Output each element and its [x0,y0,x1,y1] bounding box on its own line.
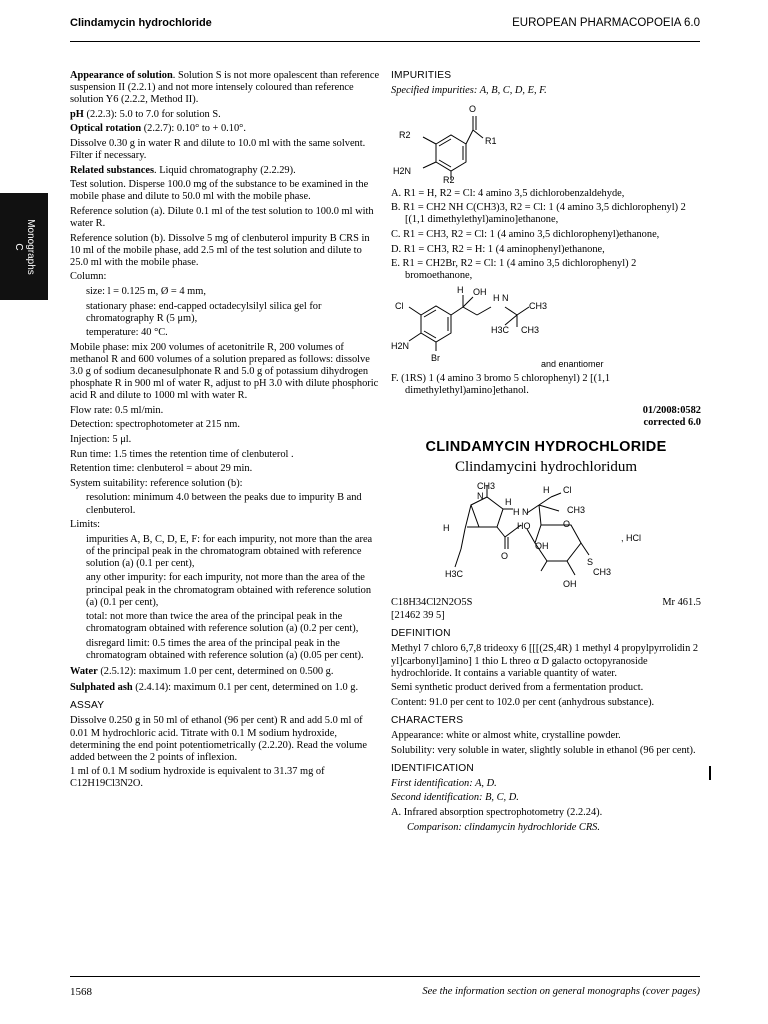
impurity-c: C. R1 = CH3, R2 = Cl: 1 (4 amino 3,5 dichlorophenyl)ethanone, [391,228,660,240]
ash-paragraph [70,682,382,694]
flow-rate: Flow rate: 0.5 ml/min. [70,404,164,416]
related-paragraph [70,165,382,177]
amide-nh-label: H N [513,507,529,518]
optical-paragraph [70,123,382,135]
appearance-spec: Appearance: white or almost white, crystalline powder. [391,729,621,741]
molecular-weight: Mr 461.5 [662,597,701,609]
pyrrolidine-h-label: H [505,497,512,508]
chloro-h-label: H [543,485,550,496]
hcl-label: , HCl [621,533,641,544]
resolution: resolution: minimum 4.0 between the peaks due to impurity B and clenbuterol. [86,492,362,516]
system-suitability: System suitability: reference solution (b): [70,477,243,489]
identification-heading: IDENTIFICATION [391,762,474,774]
ash-text: (2.4.14): maximum 0.1 per cent, determined on 1.0 g. [135,682,359,694]
optical-label: Optical rotation [70,123,142,135]
limit-impurities: impurities A, B, C, D, E, F: for each impurity, not more than the area of the principal peak in the chromatogram obtained with reference solution (a) (0.1 per cent), [86,533,373,569]
side-tab-label: Monographs [25,219,36,275]
reference-solution-b: Reference solution (b). Dissolve 5 mg of clenbuterol impurity B CRS in 10 ml of the mobile phase, add 2.5 ml of the test solution and dilute to 25.0 ml with the mobile phase. [70,232,370,268]
definition-text: Methyl 7 chloro 6,7,8 trideoxy 6 [[[(2S,4R) 1 methyl 4 propylpyrrolidin 2 yl]carbonyl]amino] 1 thio L threo α D galacto octopyranoside hydrochloride. It contains a variable quantity of water. [391,643,699,679]
characters-heading: CHARACTERS [391,714,464,726]
test-solution: Test solution. Disperse 100.0 mg of the substance to be examined in the mobile phase and dilute to 50.0 ml with the mobile phase. [70,179,369,203]
n-methyl-label: CH3 [477,481,496,492]
related-label: Related substances [70,164,154,176]
stationary-phase: stationary phase: end-capped octadecylsilyl silica gel for chromatography R (5 μm), [86,300,322,324]
formula-row [391,597,701,610]
thio-s-label: S [587,557,594,568]
molecular-formula: C18H34Cl2N2O5S [391,597,473,609]
footer-note: See the information section on general monographs (cover pages) [422,986,700,997]
water-label: Water [70,666,98,678]
monograph-title: CLINDAMYCIN HYDROCHLORIDE [425,439,667,456]
impurity-b: B. R1 = CH2 NH C(CH3)3, R2 = Cl: 1 (4 amino 3,5 dichlorophenyl) 2 [(1,1 dimethylethyl)amino]ethanone, [391,202,686,226]
methyl-c-label: CH3 [521,324,540,335]
r2-bottom-label: R2 [443,174,455,184]
water-text: (2.5.12): maximum 1.0 per cent, determined on 0.500 g. [100,666,334,678]
appearance-text: . Solution S is not more opalescent than reference suspension II (2.2.1) and not more intensely coloured than reference solution Y6 (2.2.2, Method II). [70,70,380,106]
appearance-label: Appearance of solution [70,70,173,81]
impurity-a: A. R1 = H, R2 = Cl: 4 amino 3,5 dichlorobenzaldehyde, [391,187,625,199]
pyrrolidine-n-label: N [477,491,484,502]
carbonyl-oxygen-label: O [501,551,509,562]
ketone-oxygen-label: O [469,103,477,114]
content-spec: Content: 91.0 per cent to 102.0 per cent (anhydrous substance). [391,696,655,708]
assay-equivalence: 1 ml of 0.1 M sodium hydroxide is equivalent to 31.37 mg of C12H19Cl3N2O. [70,766,325,790]
first-identification: First identification: A, D. [391,777,497,789]
dissolve-paragraph: Dissolve 0.30 g in water R and dilute to 10.0 ml with the same solvent. Filter if necessary. [70,137,366,162]
chloro-label: Cl [395,300,404,311]
page-header-right: EUROPEAN PHARMACOPOEIA 6.0 [512,17,700,29]
r2-top-label: R2 [399,129,411,140]
chiral-h-label: H [457,284,464,295]
hydroxy-1-label: OH [535,541,549,552]
ph-text: (2.2.3): 5.0 to 7.0 for solution S. [86,108,221,120]
impurity-f: F. (1RS) 1 (4 amino 3 bromo 5 chlorophenyl) 2 [(1,1 dimethylethyl)amino]ethanol. [391,372,611,396]
side-methyl-label: CH3 [567,505,586,516]
related-text: . Liquid chromatography (2.2.29). [154,164,296,176]
hydroxy-2-label: OH [563,579,577,590]
page-header-left: Clindamycin hydrochloride [70,17,212,29]
limit-other-impurity: any other impurity: for each impurity, not more than the area of the principal peak in the chromatogram obtained with reference solution (a) (0.1 per cent), [86,572,372,608]
specified-impurities: Specified impurities: A, B, C, D, E, F. [391,85,547,97]
ph-label: pH [70,108,84,120]
impurity-f-structure [391,285,691,373]
footer-rule [70,976,700,977]
header-rule [70,41,700,42]
definition-heading: DEFINITION [391,628,451,640]
monograph-latin-title: Clindamycini hydrochloridum [454,459,638,476]
limits-label: Limits: [70,519,101,531]
chloro-label-2: Cl [563,485,572,496]
appearance-paragraph [70,70,382,106]
run-time: Run time: 1.5 times the retention time of clenbuterol . [70,448,294,460]
monograph-corrected: corrected 6.0 [643,417,701,429]
enantiomer-label: and enantiomer [541,358,604,369]
ash-label: Sulphated ash [70,682,133,694]
side-tab [0,193,48,300]
amino-label: H2N [391,340,410,351]
assay-text: Dissolve 0.250 g in 50 ml of ethanol (96 per cent) R and add 5.0 ml of 0.01 M hydrochloric acid. Titrate with 0.1 M sodium hydroxide, determining the end point potentiometrically (2.2.20). Read the volume added between the 2 points of inflexion. [70,715,367,763]
impurity-general-structure [391,100,541,184]
methyl-a-label: CH3 [529,300,548,311]
ring-oxygen-label: O [563,519,571,530]
injection: Injection: 5 μl. [70,434,132,446]
r1-label: R1 [485,135,497,146]
second-identification: Second identification: B, C, D. [391,792,519,804]
cas-number: [21462 39 5] [391,610,445,622]
s-methyl-label: CH3 [593,567,612,578]
side-tab-letter: C [13,243,24,251]
detection: Detection: spectrophotometer at 215 nm. [70,419,240,431]
optical-text: (2.2.7): 0.10° to + 0.10°. [143,123,246,135]
impurity-e: E. R1 = CH2Br, R2 = Cl: 1 (4 amino 3,5 dichlorophenyl) 2 bromoethanone, [391,258,637,282]
left-column [70,70,382,793]
reference-solution-a: Reference solution (a). Dilute 0.1 ml of the test solution to 100.0 ml with water R. [70,205,374,230]
column-size: size: l = 0.125 m, Ø = 4 mm, [86,286,206,297]
retention-time: Retention time: clenbuterol = about 29 min. [70,463,253,475]
right-column [391,70,701,836]
mobile-phase: Mobile phase: mix 200 volumes of acetonitrile R, 200 volumes of methanol R and 600 volumes of a solution prepared as follows: dissolve 3.0 g of sodium decanesulphonate R and 5.0 g of potassium dihydrogen phosphate R in 900 ml of water R, adjust to pH 3.0 with dilute phosphoric acid R and dilute to 1000 ml with water R. [70,341,379,402]
impurity-d: D. R1 = CH3, R2 = H: 1 (4 aminophenyl)ethanone, [391,243,605,255]
ring-h-label: H [443,523,450,534]
propyl-methyl-label: H3C [445,569,464,580]
limit-total: total: not more than twice the area of the principal peak in the chromatogram obtained with reference solution (a) (0.2 per cent), [86,611,359,635]
change-bar [709,766,711,780]
comparison: Comparison: clindamycin hydrochloride CRS. [407,821,600,833]
solubility-spec: Solubility: very soluble in water, slightly soluble in ethanol (96 per cent). [391,744,696,756]
impurities-heading: IMPURITIES [391,70,452,81]
identification-a: A. Infrared absorption spectrophotometry (2.2.24). [391,806,603,818]
methyl-b-label: H3C [491,324,510,335]
column-label: Column: [70,271,107,283]
bromo-label: Br [431,352,440,363]
water-paragraph [70,666,382,678]
page-number: 1568 [70,986,92,998]
clindamycin-structure [391,479,701,593]
h2n-label: H2N [393,165,412,176]
column-temperature: temperature: 40 °C. [86,327,168,339]
ph-paragraph [70,109,382,121]
monograph-number: 01/2008:0582 [642,405,701,417]
semi-synthetic-note: Semi synthetic product derived from a fermentation product. [391,682,644,694]
assay-heading: ASSAY [70,700,105,712]
limit-disregard: disregard limit: 0.5 times the area of the principal peak in the chromatogram obtained with reference solution (a) (0.05 per cent). [86,637,364,662]
hydroxy-ho-label: HO [517,521,531,532]
amine-nh-label: H N [493,292,509,303]
hydroxyl-label: OH [473,286,487,297]
